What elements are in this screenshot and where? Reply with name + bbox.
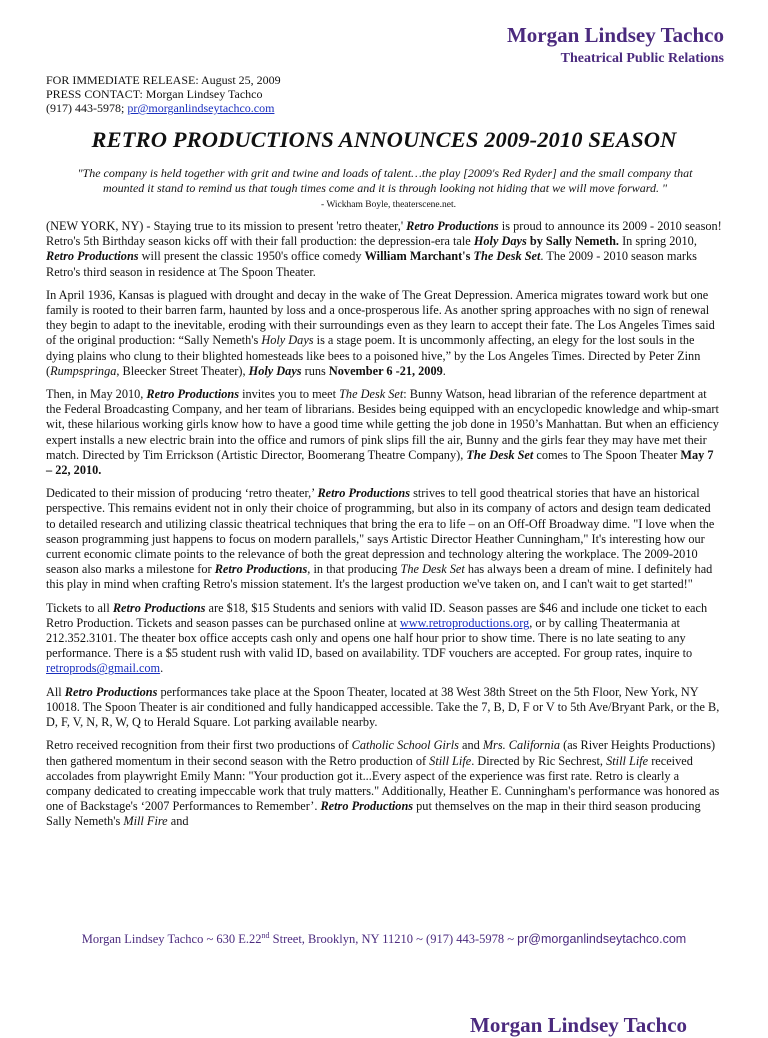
page-title: RETRO PRODUCTIONS ANNOUNCES 2009-2010 SEASON [91, 127, 677, 152]
next-page-letterhead: Morgan Lindsey Tachco [470, 1013, 688, 1037]
paragraph-tickets: Tickets to all Retro Productions are $18, $15 Students and seniors with valid ID. Season passes are $46 and include one ticket to each Retro Production. Tickets and season passes can be purchased online at www.retroproductions.org, or by calling Theatermania at 212.352.3101. The theater box office accepts cash only and opens one half hour prior to show time. There is no late seating to any performance. There is a $5 student rush with valid ID, based on availability. TDF vouchers are accepted. For group rates, inquire to retroprods@gmail.com. [46, 600, 708, 676]
letterhead-subtitle: Theatrical Public Relations [560, 51, 724, 66]
paragraph-mission: Dedicated to their mission of producing ‘retro theater,’ Retro Productions strives to tell good theatrical stories that have an historical perspective. This remains evident not in only their choice of programming, but also in its company of actors and design team dedicated to detailed research and utilizing classic theatrical techniques that bring the era to life – on an Off-Off Broadway dime. "I love when the season programming just happens to focus on modern parallels," says Artistic Director Heather Cunningham," It's interesting how our current economic climate points to the relevance of both the great depression and technology altering the workplace. The 2009-2010 season also marks a milestone for Retro Productions, in that producing The Desk Set has always been a dream of mine. I definitely had this play in mind when crafting Retro's mission statement. It's the largest production we've taken on, and I can't wait to get started!" [46, 486, 715, 592]
group-rates-email-link[interactable]: retroprods@gmail.com [46, 661, 161, 676]
contact-email-link[interactable]: pr@morganlindseytachco.com [127, 101, 275, 115]
contact-phone: (917) 443-5978; [46, 101, 125, 115]
page-footer: Morgan Lindsey Tachco ~ 630 E.22nd Street, Brooklyn, NY 11210 ~ (917) 443-5978 ~ pr@morganlindseytachco.com [81, 930, 687, 946]
contact-block [46, 73, 281, 115]
paragraph-holy-days: In April 1936, Kansas is plagued with drought and decay in the wake of The Great Depression. America migrates toward work but one family is rooted to their barren farm, haunted by loss and a once-prosperous life. As another spring approaches with no sign of renewal they begin to adapt to the inevitable, eroding with their surroundings even as they learn to accept their fate. The Los Angeles Times said of the original production: “Sally Nemeth's Holy Days is a stage poem. It is uncommonly affecting, an elegy for the lost souls in the dying plains who clung to their blighted homesteads like bees to a poisoned hive,” by the Los Angeles Times. Directed by Peter Zinn (Rumpspringa, Bleecker Street Theater), Holy Days runs November 6 -21, 2009. [46, 287, 715, 378]
quote-attribution: - Wickham Boyle, theaterscene.net. [320, 200, 456, 210]
contact-line [46, 101, 281, 115]
footer-name: Morgan Lindsey Tachco [81, 932, 204, 946]
press-release-body [46, 219, 722, 838]
release-date: FOR IMMEDIATE RELEASE: August 25, 2009 [46, 73, 281, 87]
pull-quote: "The company is held together with grit and twine and loads of talent…the play [2009's Red Ryder] and the small company that mounted it stand to remind us that tough times come and it is through looking not hiding that we will move forward. " [77, 166, 693, 195]
paragraph-venue: All Retro Productions performances take place at the Spoon Theater, located at 38 West 38th Street on the 5th Floor, New York, NY 10018. The Spoon Theater is air conditioned and fully handicapped accessible. Take the 7, B, D, F or V to 5th Ave/Bryant Park, or the B, D, F, V, N, R, W, Q to Herald Square. Lot parking available nearby. [46, 684, 720, 730]
footer-address: 630 E.22nd Street, Brooklyn, NY 11210 ~ (917) 443-5978 ~ [216, 930, 518, 946]
press-contact: PRESS CONTACT: Morgan Lindsey Tachco [46, 87, 263, 101]
paragraph-intro: (NEW YORK, NY) - Staying true to its mission to present 'retro theater,' Retro Productions is proud to announce its 2009 - 2010 season! Retro's 5th Birthday season kicks off with their fall production: the depression-era tale Holy Days by Sally Nemeth. In spring 2010, Retro Productions will present the classic 1950's office comedy William Marchant's The Desk Set. The 2009 - 2010 season marks Retro's third season in residence at The Spoon Theater. [46, 219, 722, 279]
website-link[interactable]: www.retroproductions.org [399, 615, 530, 630]
paragraph-history: Retro received recognition from their first two productions of Catholic School Girls and Mrs. California (as River Heights Productions) then gathered momentum in their second season with the Retro production of Still Life. Directed by Ric Sechrest, Still Life received accolades from playwright Emily Mann: "Your production got it...Every aspect of the experience was first rate. Retro is clearly a company dedicated to creating impeccable work that truly matters." Additionally, Heather E. Cunningham's performance was honored as one of Backstage's ‘2007 Performances to Remember’. Retro Productions put themselves on the map in their third season producing Sally Nemeth's Mill Fire and [46, 738, 720, 829]
letterhead-name: Morgan Lindsey Tachco [506, 23, 724, 47]
letterhead [507, 22, 724, 68]
paragraph-desk-set: Then, in May 2010, Retro Productions invites you to meet The Desk Set: Bunny Watson, head librarian of the reference department at the Federal Broadcasting Company, and her team of librarians. Besides being equipped with an encyclopedic knowledge and whip-smart wit, these hilarious working girls know how to have a good time while getting the job done in 1950’s Manhattan. But when an efficiency expert installs a new electric brain into the office and rumors of pink slips fill the air, Bunny and the girls fear they may have met their match. Directed by Tim Errickson (Artistic Director, Boomerang Theatre Company), The Desk Set comes to The Spoon Theater May 7 – 22, 2010. [46, 387, 719, 478]
footer-email: pr@morganlindseytachco.com [517, 932, 687, 946]
